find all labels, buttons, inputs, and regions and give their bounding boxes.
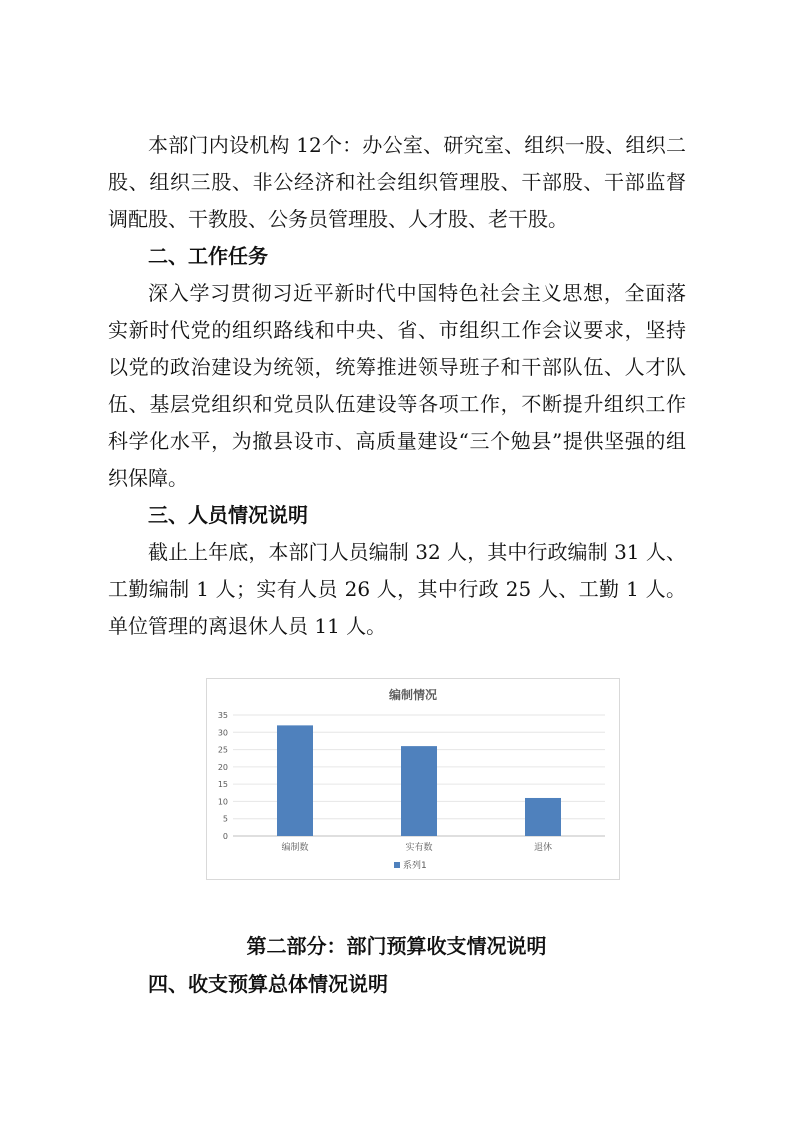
staff-text: 截止上年底，本部门人员编制 32 人，其中行政编制 31 人、工勤编制 1 人；实有人员 26 人，其中行政 25 人、工勤 1 人。单位管理的离退休人员 11 人。 (108, 540, 686, 638)
org-structure-text: 本部门内设机构 12个：办公室、研究室、组织一股、组织二股、组织三股、非公经济和社会组织管理股、干部股、干部监督调配股、干教股、公务员管理股、人才股、老干股。 (108, 133, 686, 231)
section-heading-staff: 三、人员情况说明 (148, 503, 308, 527)
bar-1 (401, 746, 437, 836)
section-heading-tasks: 二、工作任务 (148, 244, 268, 268)
chart-title: 编制情况 (388, 688, 438, 702)
y-tick-label: 35 (217, 711, 228, 720)
category-label: 实有数 (405, 843, 433, 853)
y-tick-label: 10 (217, 797, 228, 807)
tasks-paragraph (108, 275, 686, 497)
staffing-chart-svg (207, 679, 619, 879)
legend-swatch (394, 862, 400, 868)
y-tick-label: 30 (217, 728, 228, 738)
legend-label: 系列1 (403, 861, 427, 871)
staff-paragraph (108, 534, 686, 645)
y-tick-label: 20 (217, 762, 228, 772)
bar-2 (525, 798, 561, 836)
category-label: 编制数 (281, 843, 309, 853)
section-heading-budget: 四、收支预算总体情况说明 (148, 972, 388, 996)
part-two-title: 第二部分：部门预算收支情况说明 (246, 934, 547, 958)
org-structure-paragraph (108, 127, 686, 238)
y-tick-label: 25 (217, 745, 228, 755)
category-label: 退休 (533, 843, 553, 853)
tasks-text: 深入学习贯彻习近平新时代中国特色社会主义思想，全面落实新时代党的组织路线和中央、省、市组织工作会议要求，坚持以党的政治建设为统领，统筹推进领导班子和干部队伍、人才队伍、基层党组织和党员队伍建设等各项工作，不断提升组织工作科学化水平，为撤县设市、高质量建设“三个勉县”提供坚强的组织保障。 (108, 281, 686, 490)
bar-0 (277, 725, 313, 836)
y-tick-label: 0 (222, 832, 228, 841)
y-tick-label: 5 (222, 814, 228, 824)
y-tick-label: 15 (217, 780, 228, 790)
staffing-chart (206, 678, 620, 880)
